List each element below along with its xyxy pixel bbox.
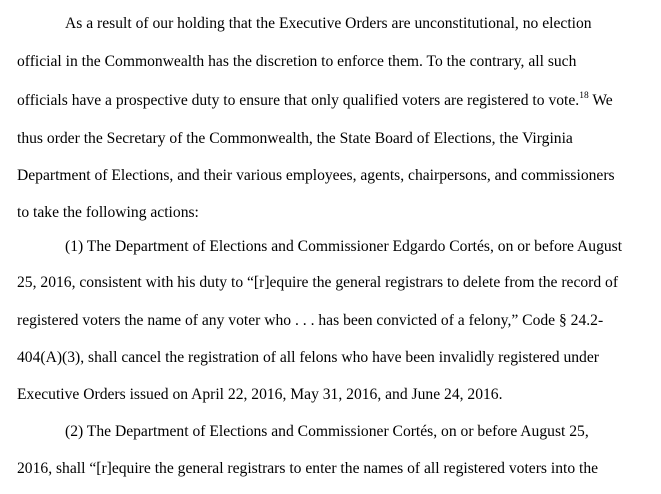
- text-line: 404(A)(3), shall cancel the registration of all felons who have been invalidly registered under: [17, 349, 599, 366]
- text-line: Department of Elections, and their various employees, agents, chairpersons, and commissioners: [17, 167, 615, 184]
- text-line: registered voters the name of any voter who . . . has been convicted of a felony,” Code § 24.2-: [17, 312, 604, 329]
- text-line: to take the following actions:: [17, 204, 199, 221]
- text-line: Executive Orders issued on April 22, 2016, May 31, 2016, and June 24, 2016.: [17, 386, 503, 403]
- text-line: 2016, shall “[r]equire the general registrars to enter the names of all registered voters into the: [17, 460, 599, 477]
- text-line: (1) The Department of Elections and Commissioner Edgardo Cortés, on or before August: [65, 238, 623, 255]
- text-line: As a result of our holding that the Executive Orders are unconstitutional, no election: [65, 15, 592, 32]
- text-line-tail: We: [588, 92, 613, 109]
- text-line: (2) The Department of Elections and Commissioner Cortés, on or before August 25,: [65, 423, 589, 440]
- text-line: official in the Commonwealth has the discretion to enforce them. To the contrary, all such: [17, 53, 577, 70]
- text-line: thus order the Secretary of the Commonwealth, the State Board of Elections, the Virginia: [17, 130, 573, 147]
- footnote-marker[interactable]: 18: [579, 90, 589, 101]
- text-line: [17, 91, 613, 111]
- text-line-body: officials have a prospective duty to ensure that only qualified voters are registered to vote.: [17, 92, 580, 109]
- text-line: 25, 2016, consistent with his duty to “[r]equire the general registrars to delete from the record of: [17, 274, 619, 291]
